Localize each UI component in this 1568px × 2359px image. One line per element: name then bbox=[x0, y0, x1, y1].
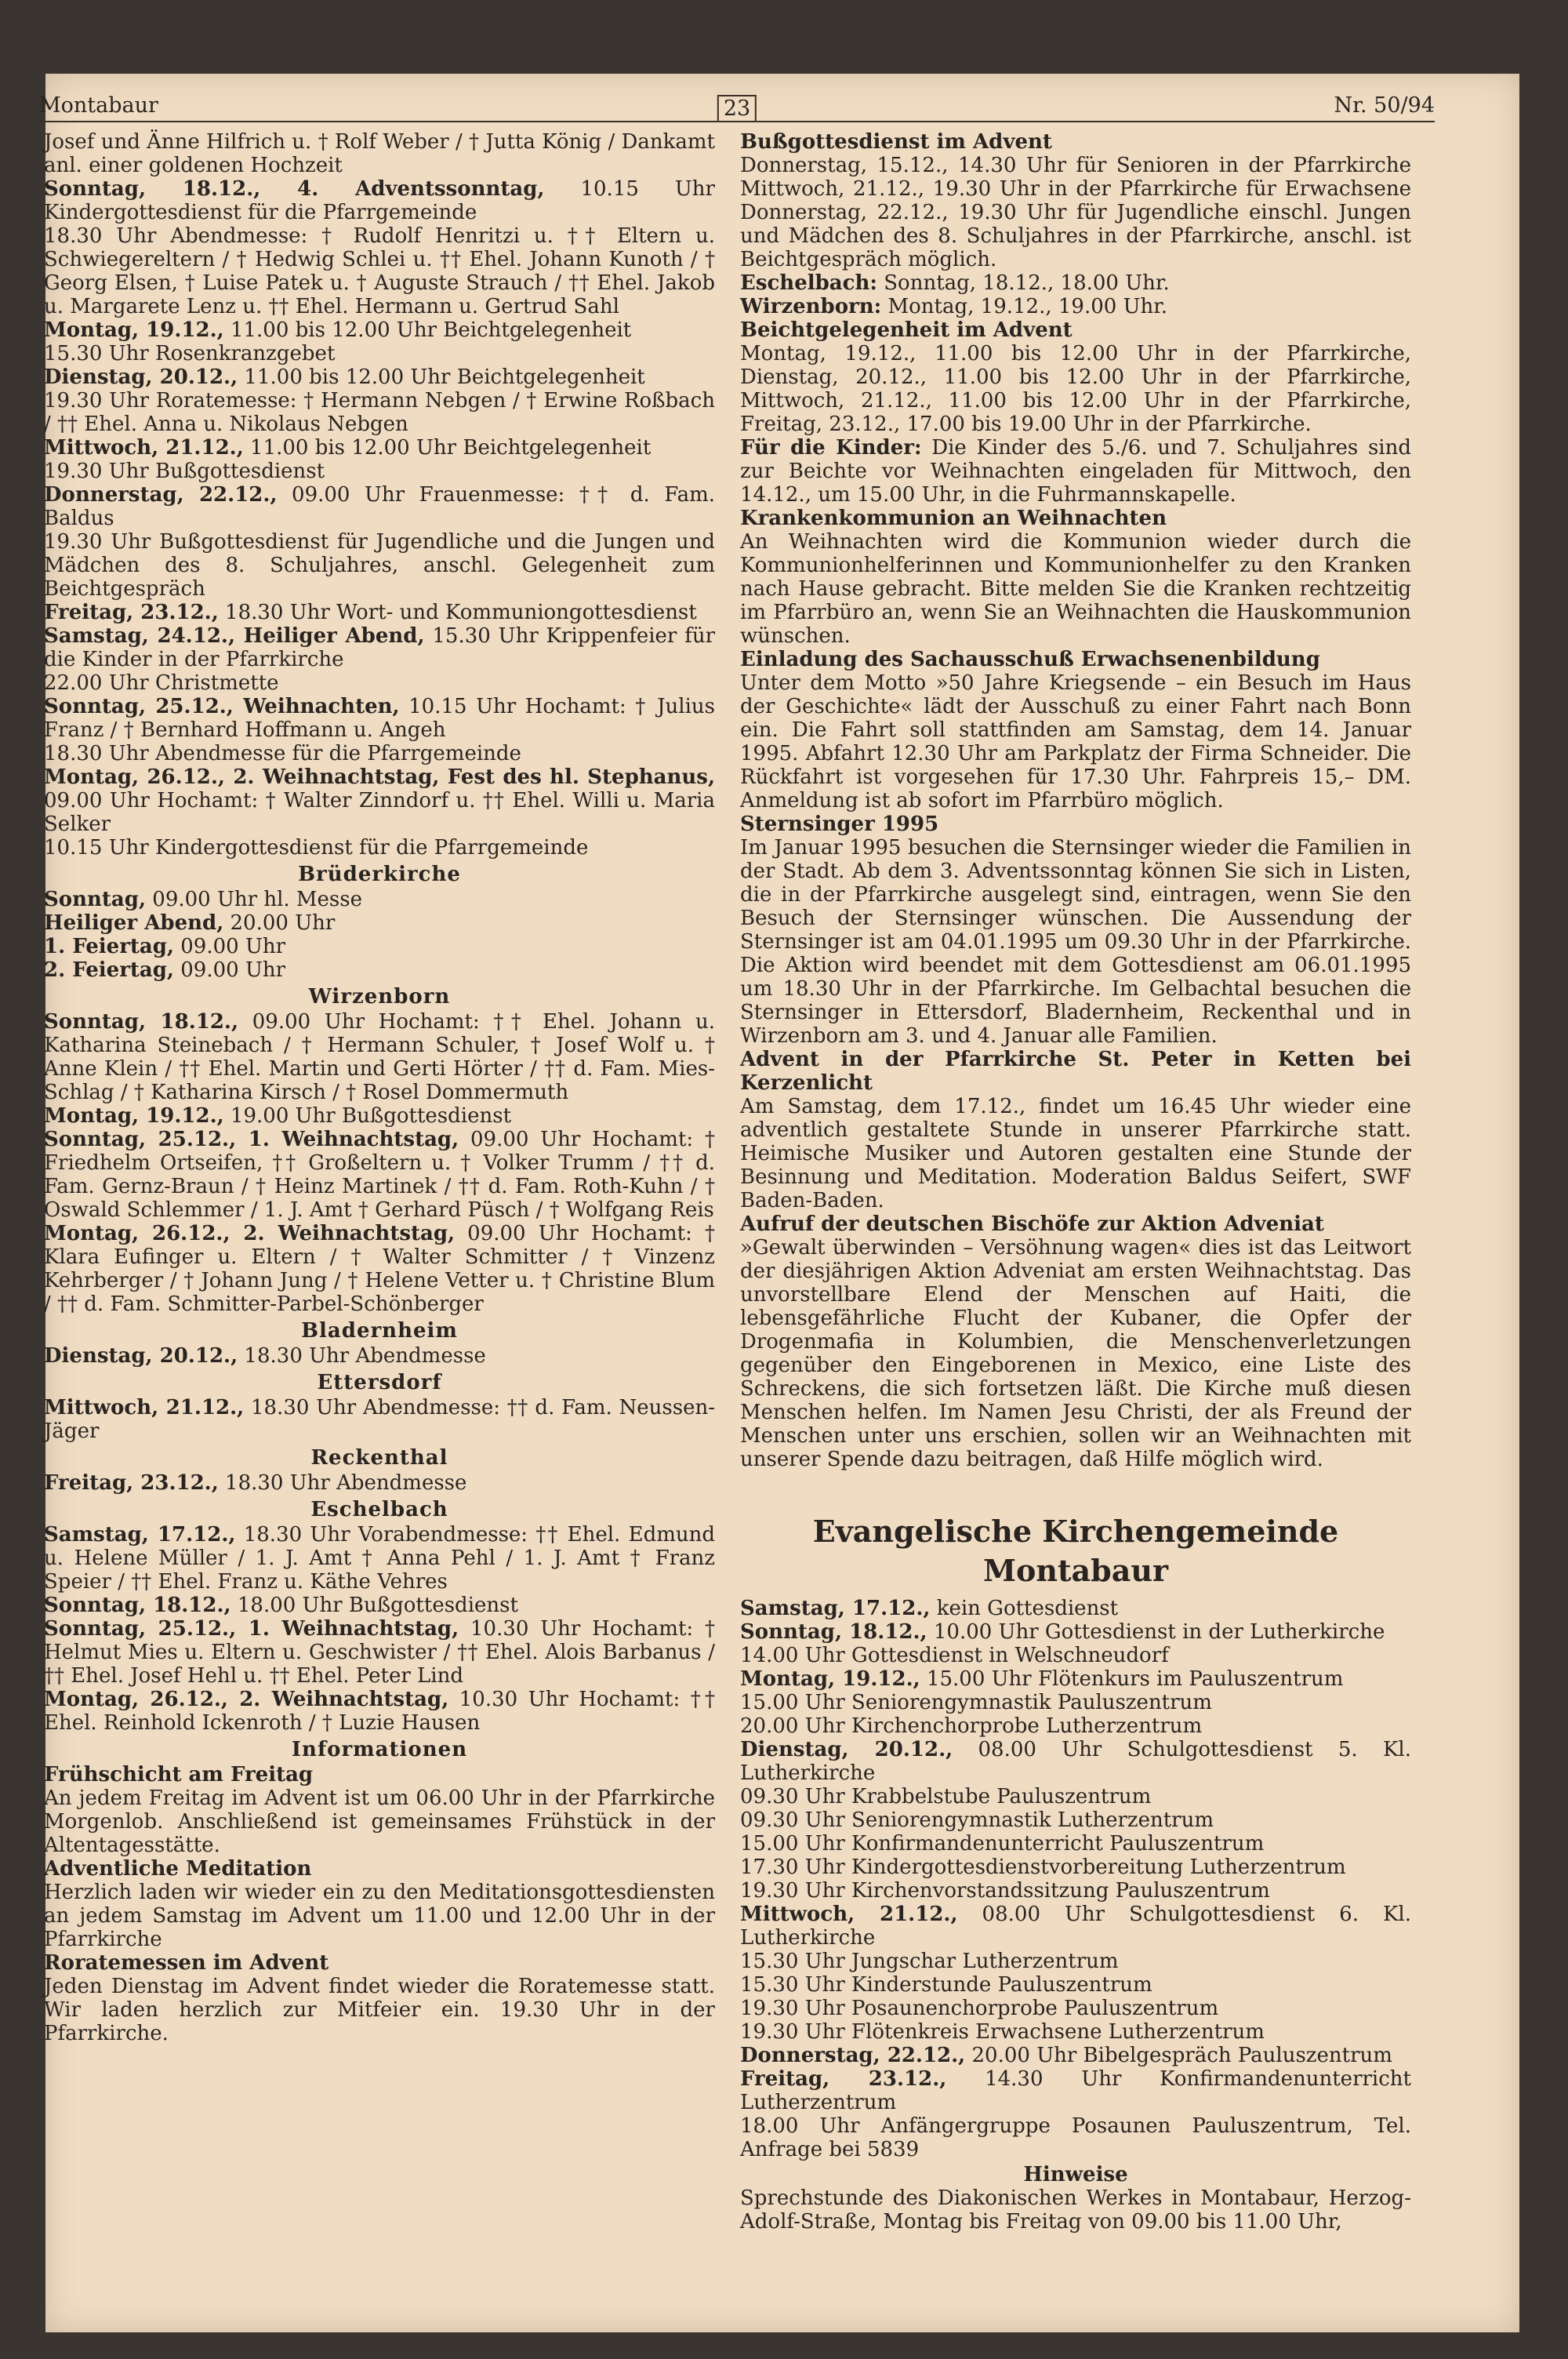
entry-text: 20.00 Uhr Bibelgespräch Pauluszentrum bbox=[965, 2044, 1392, 2067]
schedule-entry bbox=[740, 671, 1411, 812]
schedule-entry bbox=[44, 1344, 715, 1368]
schedule-entry bbox=[740, 1903, 1411, 1950]
entry-text: 19.30 Uhr Roratemesse: † Hermann Nebgen / † Erwine Roßbach / †† Ehel. Anna u. Nikolaus Nebgen bbox=[44, 389, 715, 436]
entry-date: Montag, 26.12., 2. Weihnachtstag, bbox=[44, 1688, 449, 1711]
schedule-entry bbox=[740, 1997, 1411, 2020]
schedule-entry bbox=[740, 1597, 1411, 1620]
schedule-entry bbox=[44, 530, 715, 601]
entry-text: Sprechstunde des Diakonischen Werkes in Montabaur, Herzog-Adolf-Straße, Montag bis Freitag von 09.00 bis 11.00 Uhr, bbox=[740, 2186, 1411, 2234]
entry-text: 08.00 Uhr Schulgottesdienst 5. Kl. Lutherkirche bbox=[740, 1738, 1411, 1785]
schedule-entry bbox=[44, 671, 715, 695]
schedule-entry bbox=[44, 1523, 715, 1594]
entry-text: Unter dem Motto »50 Jahre Kriegsende – ein Besuch im Haus der Geschichte« lädt der Ausschuß zu einer Fahrt nach Bonn ein. Die Fahrt soll stattfinden am Samstag, dem 14. Januar 1995. Abfahrt 12.30 Uhr am Parkplatz der Firma Schneider. Die Rückfahrt ist vorgesehen für 17.30 Uhr. Fahrpreis 15,– DM. Anmeldung ist ab sofort im Pfarrbüro möglich. bbox=[740, 671, 1411, 812]
entry-date: Donnerstag, 22.12., bbox=[44, 483, 278, 507]
section-heading: Brüderkirche bbox=[298, 863, 461, 886]
entry-date: Freitag, 23.12., bbox=[44, 1471, 219, 1495]
schedule-entry bbox=[740, 1667, 1411, 1691]
schedule-entry bbox=[44, 483, 715, 530]
entry-date: Dienstag, 20.12., bbox=[740, 1738, 953, 1761]
entry-text: Herzlich laden wir wieder ein zu den Meditationsgottesdiensten an jedem Samstag im Advent um 11.00 und 12.00 Uhr in der Pfarrkirche bbox=[44, 1881, 715, 1951]
article-heading: Beichtgelegenheit im Advent bbox=[740, 318, 1073, 342]
entry-text: 19.30 Uhr Flötenkreis Erwachsene Lutherzentrum bbox=[740, 2020, 1265, 2044]
article-heading: Krankenkommunion an Weihnachten bbox=[740, 507, 1167, 530]
schedule-entry bbox=[44, 1396, 715, 1443]
entry-text: 18.00 Uhr Bußgottesdienst bbox=[230, 1594, 518, 1617]
schedule-entry bbox=[44, 1787, 715, 1857]
schedule-entry bbox=[44, 1128, 715, 1222]
entry-date: Für die Kinder: bbox=[740, 436, 922, 460]
entry-date: Freitag, 23.12., bbox=[740, 2067, 947, 2091]
schedule-entry bbox=[44, 436, 715, 460]
entry-text: 15.00 Uhr Konfirmandenunterricht Pauluszentrum bbox=[740, 1832, 1265, 1856]
schedule-entry bbox=[740, 295, 1411, 318]
schedule-entry bbox=[740, 2020, 1411, 2044]
entry-text: 18.30 Uhr Abendmesse bbox=[218, 1471, 467, 1495]
schedule-entry bbox=[44, 836, 715, 860]
entry-text: An jedem Freitag im Advent ist um 06.00 Uhr in der Pfarrkirche Morgenlob. Anschließend ist gemeinsames Frühstück in der Altentagesstätte. bbox=[44, 1787, 715, 1857]
entry-date: Mittwoch, 21.12., bbox=[740, 1903, 958, 1926]
schedule-entry bbox=[740, 2114, 1411, 2161]
article-heading: Aufruf der deutschen Bischöfe zur Aktion Adveniat bbox=[740, 1212, 1324, 1236]
section-heading: Bladernheim bbox=[301, 1319, 458, 1343]
schedule-entry bbox=[44, 958, 715, 982]
entry-date: Dienstag, 20.12., bbox=[44, 365, 238, 389]
entry-date: Montag, 19.12., bbox=[44, 318, 224, 342]
section-heading: Reckenthal bbox=[310, 1446, 448, 1470]
entry-date: Eschelbach: bbox=[740, 271, 877, 295]
entry-date: Montag, 26.12., 2. Weihnachtstag, bbox=[44, 1222, 456, 1245]
entry-text: 14.00 Uhr Gottesdienst in Welschneudorf bbox=[740, 1644, 1169, 1667]
entry-text: An Weihnachten wird die Kommunion wieder durch die Kommunionhelferinnen und Kommunionhelfer zu den Kranken nach Hause gebracht. Bitte melden Sie die Kranken rechtzeitig im Pfarrbüro an, wenn Sie an Weihnachten die Hauskommunion wünschen. bbox=[740, 530, 1411, 648]
article-heading: Einladung des Sachausschuß Erwachsenenbildung bbox=[740, 648, 1320, 671]
schedule-entry bbox=[44, 342, 715, 365]
entry-text: 15.30 Uhr Jungschar Lutherzentrum bbox=[740, 1950, 1119, 1973]
entry-text: 18.30 Uhr Abendmesse: † Rudolf Henritzi u. †† Eltern u. Schwiegereltern / † Hedwig Schlei u. †† Ehel. Johann Kunoth / † Georg Elsen, † Luise Patek u. † Auguste Strauch / †† Ehel. Jakob u. Margarete Lenz u. †† Ehel. Hermann u. Gertrud Sahl bbox=[44, 224, 715, 318]
entry-text: 18.00 Uhr Anfängergruppe Posaunen Pauluszentrum, Tel. Anfrage bei 5839 bbox=[740, 2114, 1411, 2161]
entry-text: 18.30 Uhr Wort- und Kommuniongottesdienst bbox=[218, 601, 697, 624]
entry-text: 18.30 Uhr Abendmesse für die Pfarrgemeinde bbox=[44, 742, 521, 765]
schedule-entry bbox=[740, 1785, 1411, 1808]
entry-text: 10.00 Uhr Gottesdienst in der Lutherkirche bbox=[927, 1620, 1385, 1644]
entry-text: 19.30 Uhr Bußgottesdienst für Jugendliche und die Jungen und Mädchen des 8. Schuljahres, anschl. Gelegenheit zum Beichtgespräch bbox=[44, 530, 715, 601]
schedule-entry bbox=[740, 154, 1411, 271]
entry-date: Heiliger Abend, bbox=[44, 911, 224, 935]
schedule-entry bbox=[740, 2186, 1411, 2234]
entry-text: Im Januar 1995 besuchen die Sternsinger wieder die Familien in der Stadt. Ab dem 3. Adventssonntag können Sie sich in Listen, die in der Pfarrkirche ausgelegt sind, eintragen, wenn Sie den Besuch der Sternsinger wünschen. Die Aussendung der Sternsinger ist am 04.01.1995 um 09.30 Uhr in der Pfarrkirche. Die Aktion wird beendet mit dem Gottesdienst am 06.01.1995 um 18.30 Uhr in der Pfarrkirche. Im Gelbachtal besuchen die Sternsinger in Ettersdorf, Bladernheim, Reckenthal und in Wirzenborn am 3. und 4. Januar alle Familien. bbox=[740, 836, 1411, 1048]
entry-date: Montag, 19.12., bbox=[740, 1667, 920, 1691]
left-column bbox=[44, 130, 715, 2045]
schedule-entry bbox=[44, 1688, 715, 1735]
section-heading: Eschelbach bbox=[310, 1498, 448, 1521]
entry-text: 09.00 Uhr Hochamt: † Klara Eufinger u. Eltern / † Walter Schmitter / † Vinzenz Kehrberger / † Johann Jung / † Helene Vetter u. † Christine Blum / †† d. Fam. Schmitter-Parbel-Schönberger bbox=[44, 1222, 715, 1316]
entry-date: Mittwoch, 21.12., bbox=[44, 1396, 245, 1419]
schedule-entry bbox=[740, 342, 1411, 436]
entry-text: 09.00 Uhr Hochamt: †† Ehel. Johann u. Katharina Steinebach / † Hermann Schuler, † Josef Wolf u. † Anne Klein / †† Ehel. Martin und Gerti Hörter / †† d. Fam. Mies-Schlag / † Katharina Kirsch / † Rosel Dommermuth bbox=[44, 1010, 715, 1104]
entry-date: Montag, 19.12., bbox=[44, 1104, 224, 1128]
schedule-entry bbox=[740, 271, 1411, 295]
section-heading: Informationen bbox=[291, 1738, 468, 1761]
entry-text: kein Gottesdienst bbox=[930, 1597, 1119, 1620]
schedule-entry bbox=[44, 1104, 715, 1128]
entry-date: Dienstag, 20.12., bbox=[44, 1344, 238, 1368]
entry-date: Montag, 26.12., 2. Weihnachtstag, Fest des hl. Stephanus, bbox=[44, 765, 715, 789]
entry-date: Wirzenborn: bbox=[740, 295, 882, 318]
entry-date: 2. Feiertag, bbox=[44, 958, 174, 982]
schedule-entry bbox=[740, 1691, 1411, 1714]
entry-text: 15.30 Uhr Rosenkranzgebet bbox=[44, 342, 336, 365]
schedule-entry bbox=[44, 318, 715, 342]
entry-date: Freitag, 23.12., bbox=[44, 601, 219, 624]
section-heading: Wirzenborn bbox=[308, 985, 451, 1009]
entry-text: 10.15 Uhr Kindergottesdienst für die Pfarrgemeinde bbox=[44, 836, 589, 860]
schedule-entry bbox=[740, 1236, 1411, 1471]
schedule-entry bbox=[44, 1975, 715, 2045]
entry-text: 19.30 Uhr Posaunenchorprobe Pauluszentrum bbox=[740, 1997, 1219, 2020]
congregation-title: Evangelische Kirchengemeinde Montabaur bbox=[812, 1514, 1339, 1588]
entry-text: 10.30 Uhr Hochamt: † Helmut Mies u. Eltern u. Geschwister / †† Ehel. Alois Barbanus / †† Ehel. Josef Hehl u. †† Ehel. Peter Lind bbox=[44, 1617, 715, 1688]
schedule-entry bbox=[740, 1856, 1411, 1879]
entry-text: 10.15 Uhr Hochamt: † Julius Franz / † Bernhard Hoffmann u. Angeh bbox=[44, 695, 715, 742]
entry-date: Sonntag, 25.12., 1. Weihnachtstag, bbox=[44, 1617, 459, 1641]
schedule-entry bbox=[44, 765, 715, 836]
article-heading: Roratemessen im Advent bbox=[44, 1951, 329, 1975]
entry-date: Sonntag, 18.12., bbox=[44, 1010, 239, 1034]
schedule-entry bbox=[44, 1222, 715, 1316]
schedule-entry bbox=[44, 695, 715, 742]
entry-text: 08.00 Uhr Schulgottesdienst 6. Kl. Lutherkirche bbox=[740, 1903, 1411, 1950]
schedule-entry bbox=[44, 601, 715, 624]
schedule-entry bbox=[44, 130, 715, 177]
entry-text: 18.30 Uhr Abendmesse bbox=[238, 1344, 486, 1368]
schedule-entry bbox=[740, 436, 1411, 507]
entry-date: Sonntag, 18.12., bbox=[740, 1620, 927, 1644]
schedule-entry bbox=[44, 365, 715, 389]
schedule-entry bbox=[740, 1832, 1411, 1856]
entry-text: 19.30 Uhr Bußgottesdienst bbox=[44, 460, 325, 483]
entry-date: Sonntag, 25.12., Weihnachten, bbox=[44, 695, 400, 718]
entry-text: 18.30 Uhr Vorabendmesse: †† Ehel. Edmund u. Helene Müller / 1. J. Amt † Anna Pehl / 1. J. Amt † Franz Speier / †† Ehel. Franz u. Käthe Vehres bbox=[44, 1523, 715, 1594]
right-column bbox=[740, 130, 1411, 2234]
entry-text: »Gewalt überwinden – Versöhnung wagen« dies ist das Leitwort der diesjährigen Aktion Adveniat am ersten Weihnachtstag. Das unvorstellbare Elend der Menschen auf Haiti, die lebensgefährliche Flucht der Kubaner, die Opfer der Drogenmafia in Kolumbien, die Menschenverletzungen gegenüber den Eingeborenen in Mexico, eine Liste des Schreckens, die sich fortsetzen läßt. Die Kirche muß diesen Menschen helfen. Im Namen Jesu Christi, der als Freund der Menschen unter uns erschien, sollen wir an Weihnachten mit unserer Spende dazu beitragen, daß Hilfe möglich wird. bbox=[740, 1236, 1411, 1471]
schedule-entry bbox=[740, 530, 1411, 648]
entry-date: Mittwoch, 21.12., bbox=[44, 436, 244, 460]
entry-text: 09.00 Uhr Hochamt: † Friedhelm Ortseifen, †† Großeltern u. † Volker Trumm / †† d. Fam. Gernz-Braun / † Heinz Martinek / †† d. Fam. Roth-Kuhn / † Oswald Schlemmer / 1. J. Amt † Gerhard Püsch / † Wolfgang Reis bbox=[44, 1128, 715, 1222]
entry-text: 09.00 Uhr Hochamt: † Walter Zinndorf u. †† Ehel. Willi u. Maria Selker bbox=[44, 789, 715, 836]
article-heading: Frühschicht am Freitag bbox=[44, 1763, 314, 1787]
entry-text: 09.00 Uhr bbox=[173, 935, 286, 958]
article-heading: Bußgottesdienst im Advent bbox=[740, 130, 1052, 154]
schedule-entry bbox=[44, 935, 715, 958]
entry-text: Donnerstag, 15.12., 14.30 Uhr für Senioren in der Pfarrkirche Mittwoch, 21.12., 19.30 Uhr in der Pfarrkirche für Erwachsene Donnerstag, 22.12., 19.30 Uhr für Jugendliche einschl. Jungen und Mädchen des 8. Schuljahres in der Pfarrkirche, anschl. ist Beichtgespräch möglich. bbox=[740, 154, 1411, 271]
schedule-entry bbox=[44, 460, 715, 483]
schedule-entry bbox=[740, 1950, 1411, 1973]
schedule-entry bbox=[740, 1973, 1411, 1997]
schedule-entry bbox=[740, 1714, 1411, 1738]
schedule-entry bbox=[44, 1471, 715, 1495]
entry-text: Sonntag, 18.12., 18.00 Uhr. bbox=[877, 271, 1170, 295]
schedule-entry bbox=[740, 1620, 1411, 1644]
article-heading: Sternsinger 1995 bbox=[740, 812, 939, 836]
schedule-entry bbox=[44, 1010, 715, 1104]
entry-text: 09.00 Uhr bbox=[173, 958, 286, 982]
schedule-entry bbox=[740, 1738, 1411, 1785]
schedule-entry bbox=[44, 888, 715, 911]
schedule-entry bbox=[740, 2044, 1411, 2067]
entry-text: Am Samstag, dem 17.12., findet um 16.45 Uhr wieder eine adventlich gestaltete Stunde in unserer Pfarrkirche statt. Heimische Musiker und Autoren gestalten eine Stunde der Besinnung und Meditation. Moderation Baldus Seifert, SWF Baden-Baden. bbox=[740, 1095, 1411, 1212]
entry-text: 19.00 Uhr Bußgottesdienst bbox=[223, 1104, 512, 1128]
schedule-entry bbox=[44, 911, 715, 935]
entry-text: 15.30 Uhr Krippenfeier für die Kinder in der Pfarrkirche bbox=[44, 624, 715, 671]
schedule-entry bbox=[44, 1881, 715, 1951]
schedule-entry bbox=[44, 389, 715, 436]
schedule-entry bbox=[740, 1879, 1411, 1903]
entry-text: 14.30 Uhr Konfirmandenunterricht Lutherzentrum bbox=[740, 2067, 1411, 2114]
entry-text: 11.00 bis 12.00 Uhr Beichtgelegenheit bbox=[223, 318, 632, 342]
entry-text: 09.30 Uhr Krabbelstube Pauluszentrum bbox=[740, 1785, 1152, 1808]
schedule-entry bbox=[44, 1594, 715, 1617]
schedule-entry bbox=[44, 624, 715, 671]
schedule-entry bbox=[44, 742, 715, 765]
page-number: 23 bbox=[717, 95, 757, 122]
schedule-entry bbox=[740, 1808, 1411, 1832]
entry-text: Jeden Dienstag im Advent findet wieder die Roratemesse statt. Wir laden herzlich zur Mitfeier ein. 19.30 Uhr in der Pfarrkirche. bbox=[44, 1975, 715, 2045]
entry-text: 09.00 Uhr hl. Messe bbox=[146, 888, 362, 911]
entry-date: Sonntag, 18.12., 4. Adventssonntag, bbox=[44, 177, 545, 201]
entry-text: 10.30 Uhr Hochamt: †† Ehel. Reinhold Ickenroth / † Luzie Hausen bbox=[44, 1688, 715, 1735]
entry-text: 17.30 Uhr Kindergottesdienstvorbereitung Lutherzentrum bbox=[740, 1856, 1346, 1879]
entry-text: 11.00 bis 12.00 Uhr Beichtgelegenheit bbox=[238, 365, 645, 389]
entry-date: Donnerstag, 22.12., bbox=[740, 2044, 966, 2067]
entry-text: Montag, 19.12., 19.00 Uhr. bbox=[881, 295, 1168, 318]
schedule-entry bbox=[44, 177, 715, 224]
entry-text: 20.00 Uhr Kirchenchorprobe Lutherzentrum bbox=[740, 1714, 1203, 1738]
schedule-entry bbox=[44, 224, 715, 318]
entry-date: Sonntag, bbox=[44, 888, 147, 911]
entry-date: Samstag, 17.12., bbox=[740, 1597, 931, 1620]
header-town: Montabaur bbox=[39, 93, 158, 118]
entry-date: Samstag, 17.12., bbox=[44, 1523, 236, 1547]
entry-text: 09.30 Uhr Seniorengymnastik Lutherzentrum bbox=[740, 1808, 1214, 1832]
entry-text: Montag, 19.12., 11.00 bis 12.00 Uhr in der Pfarrkirche, Dienstag, 20.12., 11.00 bis 12.00 Uhr in der Pfarrkirche, Mittwoch, 21.12., 11.00 bis 12.00 Uhr in der Pfarrkirche, Freitag, 23.12., 17.00 bis 19.00 Uhr in der Pfarrkirche. bbox=[740, 342, 1411, 436]
issue-number: Nr. 50/94 bbox=[1334, 93, 1435, 118]
section-heading: Ettersdorf bbox=[317, 1371, 442, 1394]
entry-text: 10.15 Uhr Kindergottesdienst für die Pfarrgemeinde bbox=[44, 177, 715, 224]
schedule-entry bbox=[740, 2067, 1411, 2114]
entry-text: 22.00 Uhr Christmette bbox=[44, 671, 279, 695]
schedule-entry bbox=[44, 1617, 715, 1688]
entry-text: 18.30 Uhr Abendmesse: †† d. Fam. Neussen-Jäger bbox=[44, 1396, 715, 1443]
running-header bbox=[39, 85, 1435, 122]
entry-text: 15.00 Uhr Seniorengymnastik Pauluszentrum bbox=[740, 1691, 1212, 1714]
schedule-entry bbox=[740, 1095, 1411, 1212]
article-heading: Adventliche Meditation bbox=[44, 1857, 312, 1881]
entry-date: Sonntag, 25.12., 1. Weihnachtstag, bbox=[44, 1128, 459, 1151]
article-heading: Advent in der Pfarrkirche St. Peter in Ketten bei Kerzenlicht bbox=[740, 1048, 1411, 1095]
entry-date: Sonntag, 18.12., bbox=[44, 1594, 231, 1617]
entry-text: 15.00 Uhr Flötenkurs im Pauluszentrum bbox=[920, 1667, 1344, 1691]
subsection-heading: Hinweise bbox=[1023, 2163, 1128, 2186]
entry-text: 19.30 Uhr Kirchenvorstandssitzung Pauluszentrum bbox=[740, 1879, 1270, 1903]
entry-text: 20.00 Uhr bbox=[223, 911, 336, 935]
entry-date: Samstag, 24.12., Heiliger Abend, bbox=[44, 624, 425, 648]
entry-text: 11.00 bis 12.00 Uhr Beichtgelegenheit bbox=[243, 436, 652, 460]
entry-text: Die Kinder des 5./6. und 7. Schuljahres sind zur Beichte vor Weihnachten eingeladen für Mittwoch, den 14.12., um 15.00 Uhr, in die Fuhrmannskapelle. bbox=[740, 436, 1411, 507]
schedule-entry bbox=[740, 836, 1411, 1048]
entry-date: 1. Feiertag, bbox=[44, 935, 174, 958]
schedule-entry bbox=[740, 1644, 1411, 1667]
entry-text: 09.00 Uhr Frauenmesse: †† d. Fam. Baldus bbox=[44, 483, 715, 530]
entry-text: Josef und Änne Hilfrich u. † Rolf Weber / † Jutta König / Dankamt anl. einer goldenen Hochzeit bbox=[44, 130, 715, 177]
entry-text: 15.30 Uhr Kinderstunde Pauluszentrum bbox=[740, 1973, 1152, 1997]
